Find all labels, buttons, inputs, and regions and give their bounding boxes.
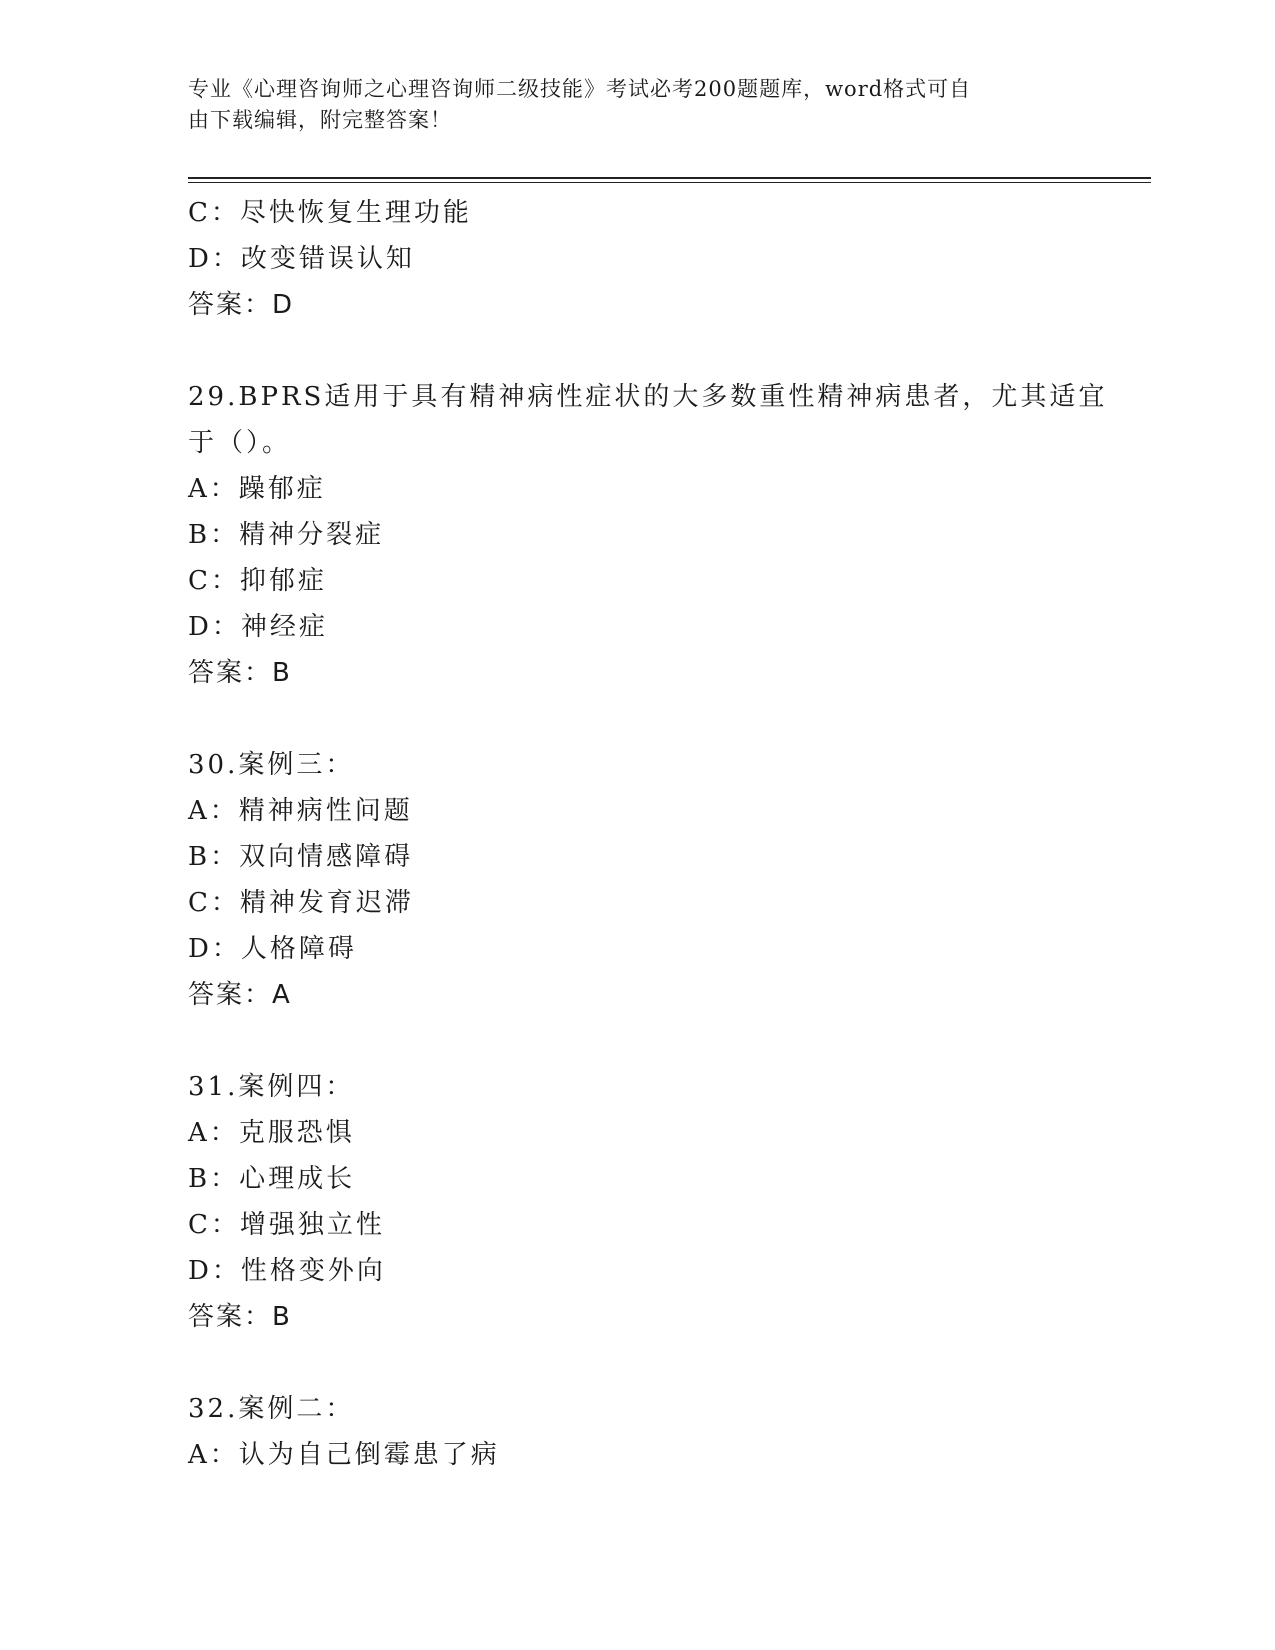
- question-stem: 30.案例三：: [188, 750, 355, 780]
- answer-line: 答案：A: [188, 980, 292, 1010]
- document-header: [188, 74, 1068, 136]
- header-line-2: 由下载编辑，附完整答案！: [188, 108, 452, 132]
- answer-line: 答案：D: [188, 290, 295, 320]
- question-list: [188, 190, 1108, 1478]
- answer-line: 答案：B: [188, 1302, 292, 1332]
- option-c: C：精神发育迟滞: [188, 888, 414, 918]
- question-stem: 32.案例二：: [188, 1394, 355, 1424]
- option-a: A：躁郁症: [188, 474, 326, 504]
- spacer: [188, 1018, 1108, 1064]
- question-32: [188, 1386, 1108, 1478]
- question-29: [188, 374, 1108, 696]
- option-d: D：人格障碍: [188, 934, 357, 964]
- option-a: A：克服恐惧: [188, 1118, 355, 1148]
- option-c: C：尽快恢复生理功能: [188, 198, 472, 228]
- question-stem-line-1: 29.BPRS适用于具有精神病性症状的大多数重性精神病患者，尤其适宜: [188, 382, 1108, 412]
- spacer: [188, 696, 1108, 742]
- spacer: [188, 1340, 1108, 1386]
- spacer: [188, 328, 1108, 374]
- header-line-1: 专业《心理咨询师之心理咨询师二级技能》考试必考200题题库，word格式可自: [188, 77, 972, 101]
- option-d: D：神经症: [188, 612, 328, 642]
- option-d: D：改变错误认知: [188, 244, 415, 274]
- option-a: A：认为自己倒霉患了病: [188, 1440, 500, 1470]
- option-a: A：精神病性问题: [188, 796, 413, 826]
- header-divider-thick: [188, 177, 1151, 179]
- question-stem-line-2: 于（）。: [188, 428, 292, 458]
- header-divider-thin: [188, 182, 1151, 183]
- question-30: [188, 742, 1108, 1018]
- option-d: D：性格变外向: [188, 1256, 386, 1286]
- option-b: B：双向情感障碍: [188, 842, 414, 872]
- option-c: C：增强独立性: [188, 1210, 385, 1240]
- option-b: B：心理成长: [188, 1164, 356, 1194]
- question-stem: 31.案例四：: [188, 1072, 355, 1102]
- answer-line: 答案：B: [188, 658, 292, 688]
- question-31: [188, 1064, 1108, 1340]
- option-b: B：精神分裂症: [188, 520, 385, 550]
- option-c: C：抑郁症: [188, 566, 327, 596]
- question-stem: [188, 374, 1108, 466]
